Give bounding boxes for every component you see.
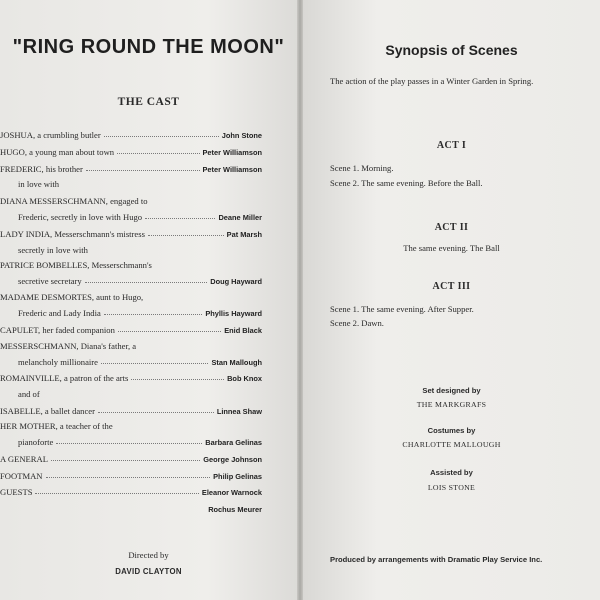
actor-name: Bob Knox [227, 374, 262, 383]
actor-name: George Johnson [203, 455, 262, 464]
scene-line: Scene 2. The same evening. Before the Ball. [330, 178, 483, 188]
cast-row: LADY INDIA, Messerschmann's mistress Pat Marsh [0, 229, 262, 239]
actor-name: Barbara Gelinas [205, 438, 262, 447]
play-title: "RING ROUND THE MOON" [12, 36, 285, 58]
cast-line: secretly in love with [18, 245, 88, 255]
actor-name: John Stone [221, 131, 262, 140]
act-2-heading: ACT II [434, 222, 469, 233]
synopsis-title: Synopsis of Scenes [385, 42, 518, 58]
cast-line: MESSERSCHMANN, Diana's father, a [0, 341, 137, 351]
cast-line: DIANA MESSERSCHMANN, engaged to [0, 196, 148, 206]
set-designer-name: THE MARKGRAFS [416, 400, 487, 409]
actor-name: Linnea Shaw [216, 407, 262, 416]
assisted-label: Assisted by [430, 468, 473, 477]
set-designer-label: Set designed by [422, 386, 481, 395]
costumes-name: CHARLOTTE MALLOUGH [402, 440, 501, 449]
actor-name: Phyllis Hayward [205, 309, 262, 318]
actor-name: Doug Hayward [210, 277, 262, 286]
cast-row: Frederic, secretly in love with Hugo Deane Miller [18, 212, 262, 222]
directed-by-label: Directed by [128, 550, 169, 560]
actor-name: Deane Miller [218, 213, 262, 222]
actor-name: Stan Mallough [211, 358, 262, 367]
actor-name: Pat Marsh [226, 230, 262, 239]
costumes-label: Costumes by [427, 426, 476, 435]
cast-row: FOOTMAN Philip Gelinas [0, 471, 262, 481]
actor-name: Enid Black [224, 326, 262, 335]
cast-row: ROMAINVILLE, a patron of the arts Bob Knox [0, 373, 262, 383]
cast-line: and of [18, 389, 40, 399]
act-1-heading: ACT I [436, 140, 467, 151]
scene-line: Scene 2. Dawn. [330, 318, 384, 328]
act-3-heading: ACT III [432, 281, 471, 292]
cast-row: Frederic and Lady India Phyllis Hayward [18, 308, 262, 318]
cast-row: ISABELLE, a ballet dancer Linnea Shaw [0, 406, 262, 416]
scene-line: Scene 1. Morning. [330, 163, 394, 173]
cast-line: PATRICE BOMBELLES, Messerschmann's [0, 260, 152, 270]
actor-name: Eleanor Warnock [201, 488, 262, 497]
cast-row: secretive secretary Doug Hayward [18, 276, 262, 286]
synopsis-intro: The action of the play passes in a Winter Garden in Spring. [330, 76, 534, 86]
right-page [303, 0, 600, 600]
cast-row: JOSHUA, a crumbling butler John Stone [0, 130, 262, 140]
cast-heading: THE CAST [117, 96, 180, 108]
cast-line: in love with [18, 179, 60, 189]
actor-name: Peter Williamson [202, 165, 262, 174]
scene-line: The same evening. The Ball [403, 243, 500, 253]
cast-row: pianoforte Barbara Gelinas [18, 437, 262, 447]
assisted-name: LOIS STONE [427, 483, 476, 492]
director-name: DAVID CLAYTON [115, 567, 182, 576]
left-page [0, 0, 297, 600]
scene-line: Scene 1. The same evening. After Supper. [330, 304, 474, 314]
production-credit: Produced by arrangements with Dramatic Play Service Inc. [330, 555, 543, 564]
cast-row: A GENERAL George Johnson [0, 454, 262, 464]
cast-row [0, 501, 262, 514]
actor-name: Rochus Meurer [208, 505, 262, 514]
actor-name: Peter Williamson [202, 148, 262, 157]
cast-line: HER MOTHER, a teacher of the [0, 421, 113, 431]
cast-row: HUGO, a young man about town Peter Williamson [0, 147, 262, 157]
cast-row: GUESTS Eleanor Warnock [0, 487, 262, 497]
actor-name: Philip Gelinas [213, 472, 262, 481]
cast-line: MADAME DESMORTES, aunt to Hugo, [0, 292, 144, 302]
cast-row: melancholy millionaire Stan Mallough [18, 357, 262, 367]
cast-row: CAPULET, her faded companion Enid Black [0, 325, 262, 335]
cast-row: FREDERIC, his brother Peter Williamson [0, 164, 262, 174]
